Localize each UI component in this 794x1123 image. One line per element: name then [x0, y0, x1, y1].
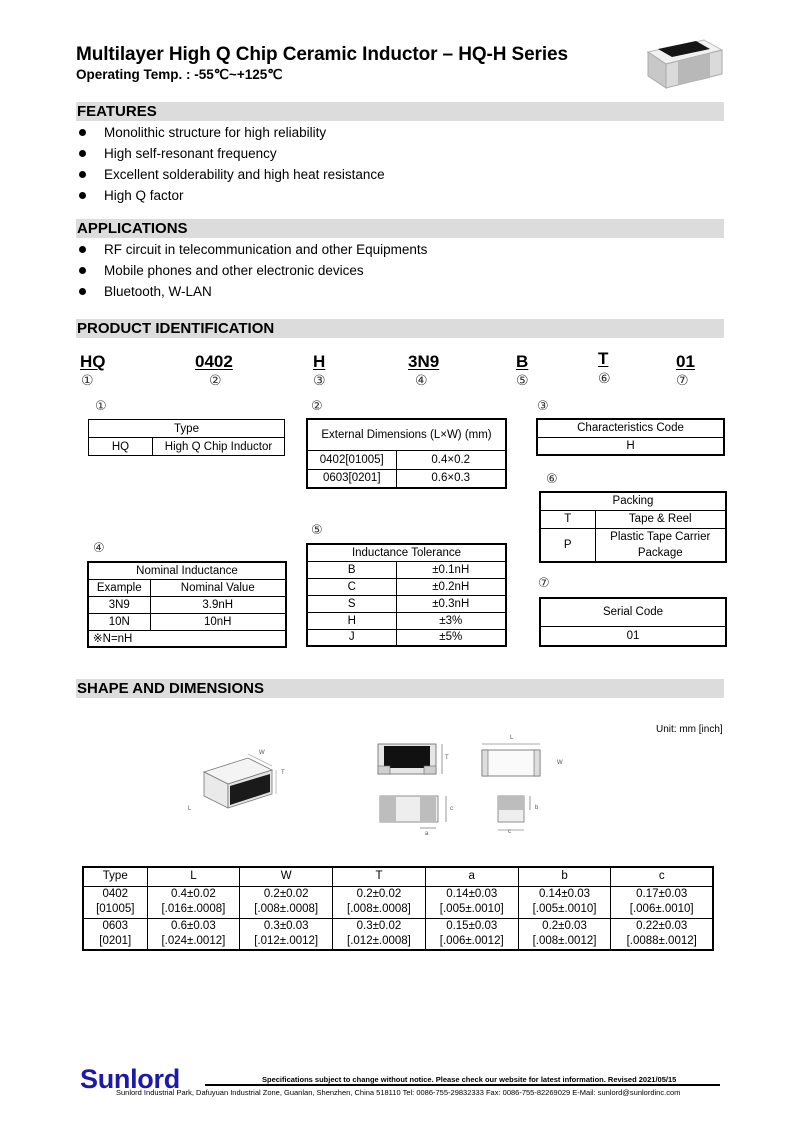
- isometric-drawing: [186, 748, 278, 816]
- features-list: [79, 122, 385, 206]
- table-cell: P: [540, 528, 595, 562]
- table-cell: 3N9: [88, 596, 150, 613]
- page-title: Multilayer High Q Chip Ceramic Inductor – HQ-H Series: [76, 44, 568, 65]
- serial-table-header: Serial Code: [540, 598, 726, 626]
- bottom-view-drawing: [376, 794, 458, 836]
- dimensions-table: [306, 418, 507, 489]
- table-cell: J: [307, 629, 396, 646]
- characteristics-table: [536, 418, 725, 456]
- inductance-mark: ④: [93, 541, 105, 556]
- packing-mark: ⑥: [546, 472, 558, 487]
- table-header: W: [240, 867, 333, 886]
- table-row: [83, 918, 713, 950]
- type-mark: ①: [95, 399, 107, 414]
- code-size: 0402: [195, 352, 233, 371]
- table-cell: T: [540, 510, 595, 528]
- code-mark: ⑥: [598, 371, 611, 387]
- table-cell: C: [307, 578, 396, 595]
- code-mark: ⑦: [676, 373, 689, 389]
- table-cell: 0.22±0.03 [.0088±.0012]: [611, 918, 713, 950]
- list-item: High self-resonant frequency: [79, 143, 385, 164]
- serial-table: [539, 597, 727, 647]
- tolerance-table-header: Inductance Tolerance: [307, 544, 506, 561]
- bottom-c-label: c: [450, 806, 453, 812]
- chip-image: [642, 22, 728, 92]
- table-cell: 0.15±0.03 [.006±.0012]: [425, 918, 518, 950]
- table-header: L: [147, 867, 240, 886]
- table-cell: 10N: [88, 613, 150, 630]
- code-characteristics: H: [313, 352, 326, 371]
- table-cell: ±0.1nH: [396, 561, 506, 578]
- packing-table-header: Packing: [540, 492, 726, 510]
- operating-temp: Operating Temp. : -55℃~+125℃: [76, 67, 283, 82]
- code-packing: T: [598, 349, 609, 368]
- footer-divider: [205, 1084, 720, 1086]
- table-cell: ±5%: [396, 629, 506, 646]
- inductance-table: [87, 561, 287, 648]
- packing-table: [539, 491, 727, 563]
- dimensions-spec-table: [82, 866, 714, 951]
- table-cell: 0.6±0.03 [.024±.0012]: [147, 918, 240, 950]
- code-type: HQ: [80, 352, 106, 371]
- features-heading: FEATURES: [76, 102, 724, 121]
- type-table-header: Type: [89, 420, 285, 438]
- end-view-drawing: [494, 792, 544, 838]
- table-cell: 0.2±0.02 [.008±.0008]: [240, 886, 333, 918]
- table-cell: S: [307, 595, 396, 612]
- table-cell: 0603[0201]: [307, 469, 396, 488]
- char-table-header: Characteristics Code: [537, 419, 724, 437]
- table-cell: 0.14±0.03 [.005±.0010]: [518, 886, 611, 918]
- code-inductance: 3N9: [408, 352, 440, 371]
- table-cell: Nominal Value: [150, 579, 286, 596]
- bottom-a-label: a: [425, 831, 429, 837]
- table-header: Type: [83, 867, 147, 886]
- list-item: Bluetooth, W-LAN: [79, 281, 427, 302]
- code-tolerance: B: [516, 352, 529, 371]
- table-cell: ±3%: [396, 612, 506, 629]
- table-cell: 0.6×0.3: [396, 469, 506, 488]
- code-mark: ④: [415, 373, 428, 389]
- shape-heading: SHAPE AND DIMENSIONS: [76, 679, 724, 698]
- table-row: [83, 886, 713, 918]
- char-mark: ③: [537, 399, 549, 414]
- table-cell: H: [537, 437, 724, 455]
- table-cell: 0402 [01005]: [83, 886, 147, 918]
- table-cell: 0.3±0.02 [.012±.0008]: [333, 918, 426, 950]
- table-cell: Plastic Tape Carrier Package: [595, 528, 726, 562]
- table-cell: H: [307, 612, 396, 629]
- dim-table-header: External Dimensions (L×W) (mm): [307, 419, 506, 450]
- table-cell: 0.17±0.03 [.006±.0010]: [611, 886, 713, 918]
- inductance-table-header: Nominal Inductance: [88, 562, 286, 579]
- table-cell: 0.14±0.03 [.005±.0010]: [425, 886, 518, 918]
- iso-T-label: T: [281, 770, 285, 776]
- unit-label: Unit: mm [inch]: [656, 724, 723, 735]
- dim-mark: ②: [311, 399, 323, 414]
- table-cell: 01: [540, 626, 726, 646]
- list-item: Excellent solderability and high heat resistance: [79, 164, 385, 185]
- code-mark: ③: [313, 373, 326, 389]
- type-table: [88, 419, 285, 456]
- top-view-drawing: [478, 738, 548, 780]
- applications-heading: APPLICATIONS: [76, 219, 724, 238]
- code-mark: ⑤: [516, 373, 529, 389]
- end-c-label: c: [508, 829, 511, 835]
- brand-logo: Sunlord: [80, 1064, 180, 1094]
- list-item: High Q factor: [79, 185, 385, 206]
- table-cell: 0.4×0.2: [396, 450, 506, 469]
- table-cell: 10nH: [150, 613, 286, 630]
- end-b-label: b: [535, 805, 539, 811]
- table-cell: High Q Chip Inductor: [153, 438, 285, 456]
- table-cell: 0.2±0.03 [.008±.0012]: [518, 918, 611, 950]
- code-mark: ①: [81, 373, 94, 389]
- table-cell: 3.9nH: [150, 596, 286, 613]
- side-view-drawing: [376, 740, 446, 778]
- list-item: Monolithic structure for high reliability: [79, 122, 385, 143]
- code-serial: 01: [676, 352, 695, 371]
- table-cell: 0.4±0.02 [.016±.0008]: [147, 886, 240, 918]
- iso-W-label: W: [259, 750, 265, 756]
- code-mark: ②: [209, 373, 222, 389]
- table-cell: 0603 [0201]: [83, 918, 147, 950]
- table-header: T: [333, 867, 426, 886]
- top-L-label: L: [510, 735, 514, 741]
- identification-heading: PRODUCT IDENTIFICATION: [76, 319, 724, 338]
- table-cell: 0.2±0.02 [.008±.0008]: [333, 886, 426, 918]
- table-header: b: [518, 867, 611, 886]
- table-cell: Example: [88, 579, 150, 596]
- applications-list: [79, 239, 427, 302]
- serial-mark: ⑦: [538, 576, 550, 591]
- side-T-label: T: [445, 755, 449, 761]
- table-header: a: [425, 867, 518, 886]
- table-cell: Tape & Reel: [595, 510, 726, 528]
- list-item: RF circuit in telecommunication and other Equipments: [79, 239, 427, 260]
- table-cell: B: [307, 561, 396, 578]
- table-cell: ±0.3nH: [396, 595, 506, 612]
- table-cell: 0402[01005]: [307, 450, 396, 469]
- top-W-label: W: [557, 760, 563, 766]
- inductance-note: ※N=nH: [88, 630, 286, 647]
- footer-note: Specifications subject to change without notice. Please check our website for latest information. Revised 2021/05/15: [262, 1075, 677, 1084]
- list-item: Mobile phones and other electronic devices: [79, 260, 427, 281]
- table-header: c: [611, 867, 713, 886]
- tolerance-table: [306, 543, 507, 647]
- table-cell: ±0.2nH: [396, 578, 506, 595]
- footer-address: Sunlord Industrial Park, Dafuyuan Industrial Zone, Guanlan, Shenzhen, China 518110 Tel: 0086-755-29832333 Fax: 0086-755-82269029 E-Mail: sunlord@sunlordinc.com: [116, 1088, 681, 1097]
- tolerance-mark: ⑤: [311, 523, 323, 538]
- iso-L-label: L: [188, 806, 192, 812]
- table-cell: 0.3±0.03 [.012±.0012]: [240, 918, 333, 950]
- table-cell: HQ: [89, 438, 153, 456]
